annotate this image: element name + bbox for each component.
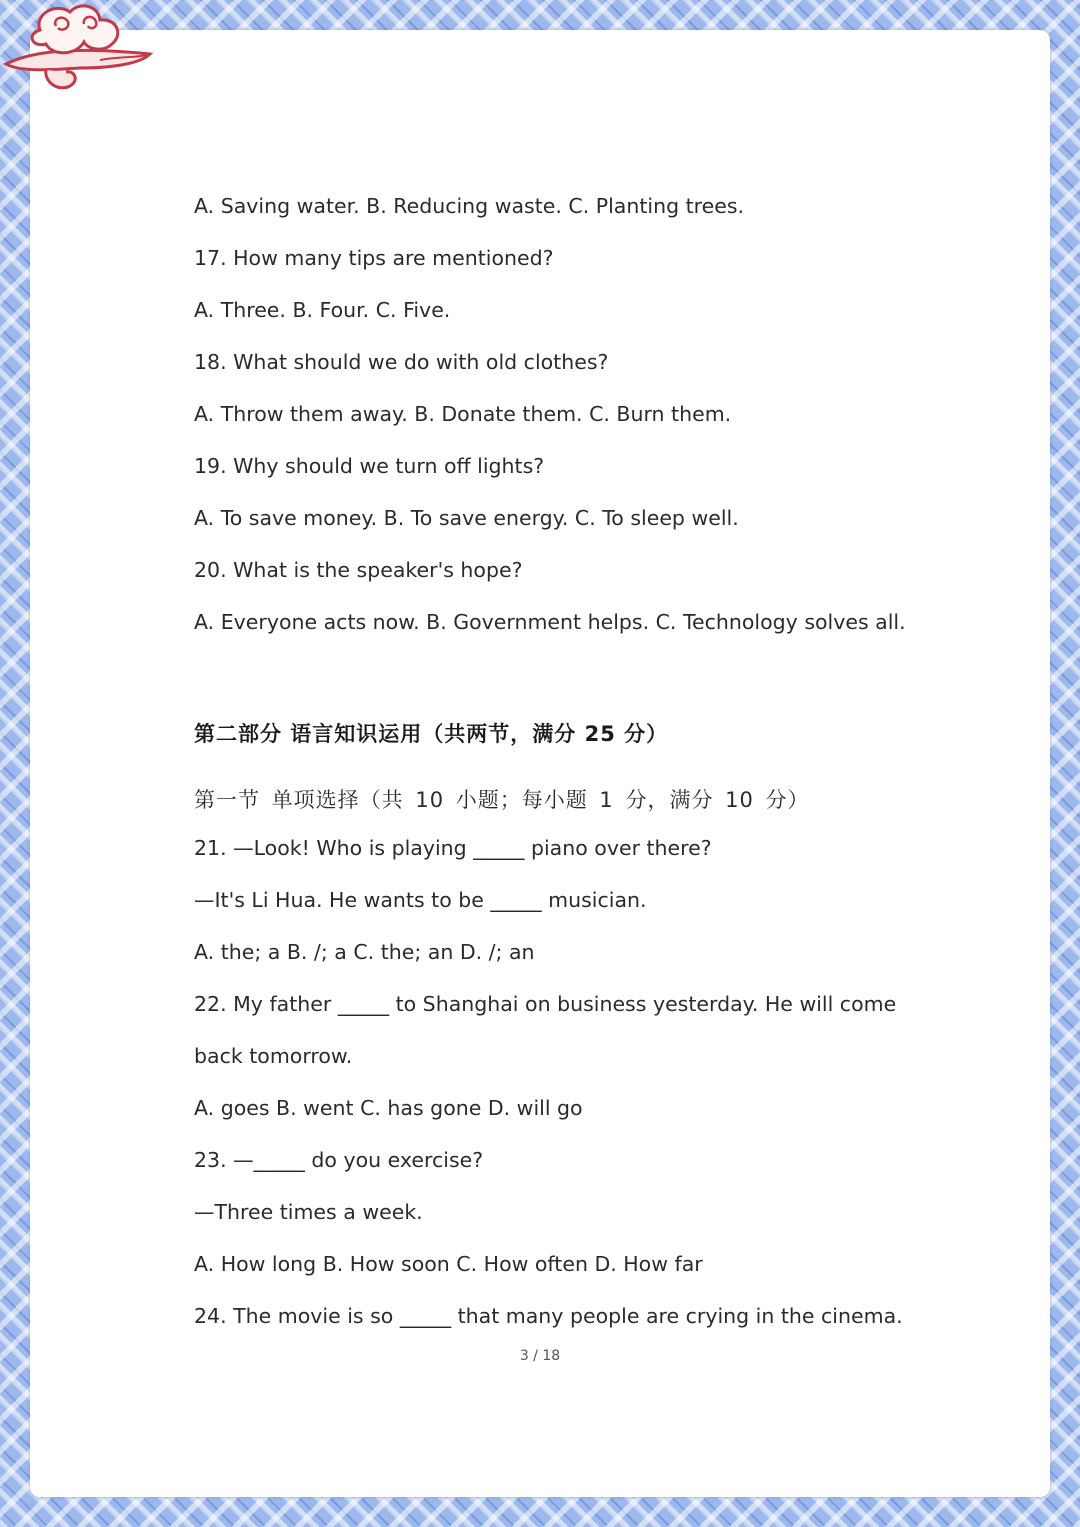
question-18: 18. What should we do with old clothes?: [194, 350, 609, 374]
question-22-cont: back tomorrow.: [194, 1044, 353, 1068]
question-23-reply: —Three times a week.: [194, 1200, 423, 1224]
question-20: 20. What is the speaker's hope?: [194, 558, 523, 582]
part2-heading: 第二部分 语言知识运用（共两节，满分 25 分）: [194, 722, 669, 746]
option-line-16: A. Saving water. B. Reducing waste. C. Planting trees.: [194, 194, 745, 218]
question-24: 24. The movie is so _____ that many people are crying in the cinema.: [194, 1304, 903, 1328]
question-23: 23. —_____ do you exercise?: [194, 1148, 484, 1172]
option-line-18: A. Throw them away. B. Donate them. C. Burn them.: [194, 402, 732, 426]
option-line-17: A. Three. B. Four. C. Five.: [194, 298, 451, 322]
question-19: 19. Why should we turn off lights?: [194, 454, 545, 478]
question-21: 21. —Look! Who is playing _____ piano over there?: [194, 836, 712, 860]
question-22: 22. My father _____ to Shanghai on business yesterday. He will come: [194, 992, 897, 1016]
section1-title: 第一节 单项选择（共 10 小题；每小题 1 分，满分 10 分）: [194, 788, 810, 812]
option-line-21: A. the; a B. /; a C. the; an D. /; an: [194, 940, 535, 964]
question-17: 17. How many tips are mentioned?: [194, 246, 554, 270]
cloud-ornament-icon: [0, 0, 160, 104]
option-line-19: A. To save money. B. To save energy. C. To sleep well.: [194, 506, 739, 530]
option-line-22: A. goes B. went C. has gone D. will go: [194, 1096, 583, 1120]
question-21-reply: —It's Li Hua. He wants to be _____ musician.: [194, 888, 647, 912]
option-line-20: A. Everyone acts now. B. Government helps. C. Technology solves all.: [194, 610, 906, 634]
page-number: 3 / 18: [519, 1348, 561, 1364]
option-line-23: A. How long B. How soon C. How often D. How far: [194, 1252, 703, 1276]
